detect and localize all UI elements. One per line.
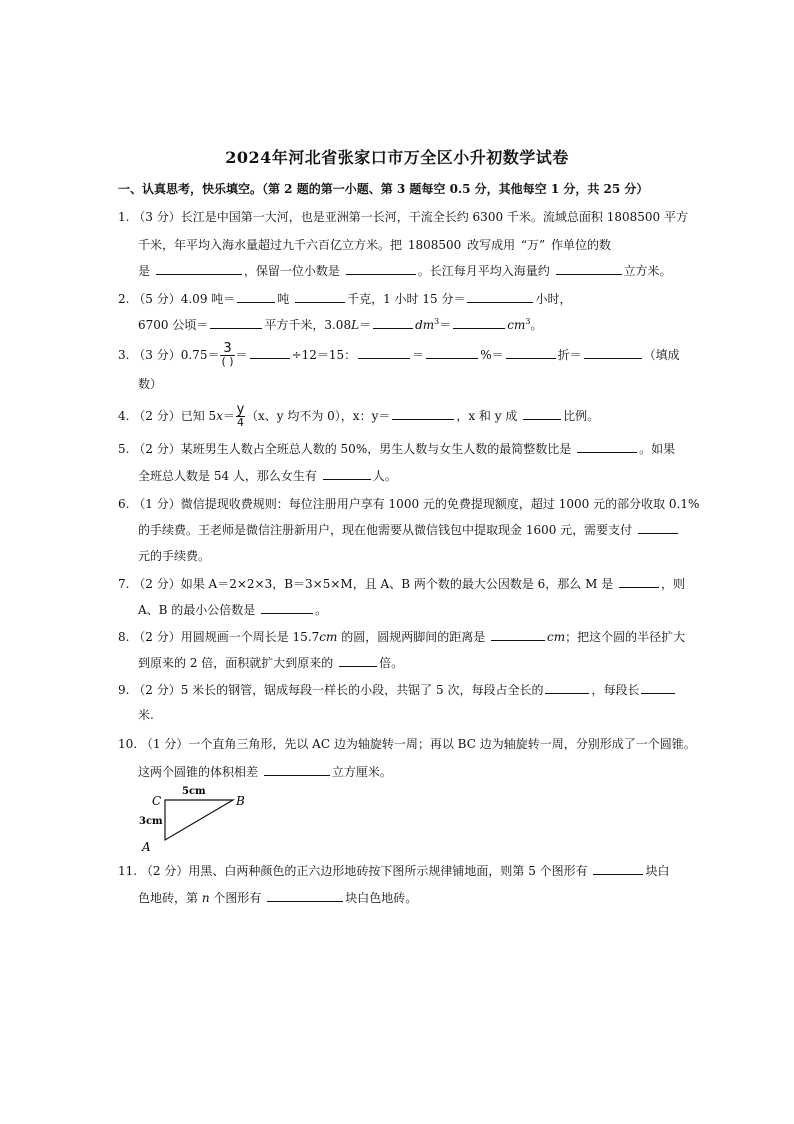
question-text: ＝ [439, 318, 452, 332]
question-text: 折＝ [557, 348, 582, 362]
question-8-line-2 [138, 654, 403, 671]
unit-text: dm [415, 318, 435, 332]
answer-blank[interactable] [339, 654, 377, 667]
unit-text: cm [319, 630, 338, 644]
question-text: 个图形有 [213, 891, 262, 905]
question-text: 平方千米，3.08 [264, 318, 352, 332]
question-6-line-1 [118, 495, 699, 512]
answer-blank[interactable] [506, 346, 556, 359]
question-text: ，每段长 [591, 683, 640, 697]
unit-text: cm [507, 318, 526, 332]
question-text: （5 分）4.09 吨＝ [133, 292, 236, 306]
question-text: 块白色地砖。 [345, 891, 418, 905]
question-6-line-3: 元的手续费。 [138, 549, 211, 563]
answer-blank[interactable] [556, 262, 622, 275]
answer-blank[interactable] [358, 346, 410, 359]
question-8-line-1 [118, 628, 685, 645]
question-text: %＝ [480, 348, 504, 362]
question-text: （1 分）一个直角三角形，先以 AC 边为轴旋转一周；再以 BC 边为轴旋转一周，分别形成了一个圆锥。 [140, 737, 696, 751]
question-6-line-2 [138, 521, 680, 538]
fraction-numerator: 3 [223, 341, 232, 356]
vertex-label-a: A [142, 840, 151, 854]
page-title: 2024年河北省张家口市万全区小升初数学试卷 [225, 148, 569, 167]
question-number: 8. [118, 630, 130, 644]
question-9-line-2: 米. [138, 708, 154, 722]
answer-blank[interactable] [267, 889, 343, 902]
question-9-line-1 [118, 681, 677, 698]
answer-blank[interactable] [264, 763, 330, 776]
question-text: ，x 和 y 成 [456, 409, 518, 423]
question-text: ÷12＝15： [291, 348, 357, 362]
question-number: 10. [118, 737, 138, 751]
question-text: ，保留一位小数是 [243, 264, 340, 278]
question-text: ；把这个圆的半径扩大 [565, 630, 686, 644]
question-7-line-1 [118, 575, 685, 592]
question-text: ＝ [235, 348, 248, 362]
question-number: 4. [118, 409, 130, 423]
question-2-line-1 [118, 290, 571, 307]
fraction [220, 343, 234, 368]
answer-blank[interactable] [210, 316, 262, 329]
question-text: 的圆，圆规两脚间的距离是 [337, 630, 486, 644]
fraction-numerator: y [236, 402, 245, 417]
question-text: （1 分）微信提现收费规则：每位注册用户享有 1000 元的免费提现额度，超过 1000 元的部分收取 0.1% [133, 497, 700, 511]
answer-blank[interactable] [523, 407, 561, 420]
question-5-line-2 [138, 467, 397, 484]
question-text: ，则 [661, 577, 686, 591]
question-text: A、B 的最小公倍数是 [138, 603, 256, 617]
answer-blank[interactable] [584, 346, 642, 359]
answer-blank[interactable] [250, 346, 290, 359]
question-text: （2 分）用黑、白两种颜色的正六边形地砖按下图所示规律铺地面，则第 5 个图形有 [140, 864, 588, 878]
question-number: 3. [118, 348, 130, 362]
question-number: 1. [118, 210, 130, 224]
answer-blank[interactable] [453, 316, 505, 329]
question-text: ＝ [222, 409, 235, 423]
question-text: 比例。 [563, 409, 600, 423]
question-text: 倍。 [379, 656, 404, 670]
question-text: （2 分）5 米长的钢管，锯成每段一样长的小段，共锯了 5 次，每段占全长的 [133, 683, 544, 697]
answer-blank[interactable] [619, 575, 659, 588]
answer-blank[interactable] [638, 521, 678, 534]
question-10-line-2 [138, 763, 392, 780]
question-number: 2. [118, 292, 130, 306]
question-text: 到原来的 2 倍，面积就扩大到原来的 [138, 656, 334, 670]
answer-blank[interactable] [295, 290, 345, 303]
variable-text: n [201, 891, 210, 905]
question-5-line-1 [118, 440, 675, 457]
question-text: 6700 公顷＝ [138, 318, 209, 332]
side-length-label: 3cm [139, 816, 163, 827]
question-text: 色地砖，第 [138, 891, 199, 905]
question-text: 是 [138, 264, 151, 278]
question-text: ＝ [359, 318, 372, 332]
question-11-line-2 [138, 889, 417, 906]
question-3-line-1 [118, 343, 680, 368]
answer-blank[interactable] [237, 290, 275, 303]
unit-exponent: 3 [525, 317, 531, 326]
question-text: 立方厘米。 [331, 765, 392, 779]
question-1-line-1 [118, 208, 688, 225]
fraction [236, 404, 245, 429]
question-number: 6. [118, 497, 130, 511]
question-text: 全班总人数是 54 人，那么女生有 [138, 469, 317, 483]
unit-text: L [351, 318, 360, 332]
variable-text: x [216, 409, 223, 423]
vertex-label-b: B [236, 794, 245, 808]
question-2-line-2 [138, 316, 542, 333]
side-length-label: 5cm [182, 786, 206, 797]
question-text: （填成 [643, 348, 680, 362]
question-text: 。 [530, 318, 543, 332]
answer-blank[interactable] [545, 681, 589, 694]
question-3-line-2: 数） [138, 377, 163, 391]
answer-blank[interactable] [323, 467, 371, 480]
answer-blank[interactable] [156, 262, 242, 275]
answer-blank[interactable] [491, 628, 545, 641]
question-11-line-1 [118, 862, 669, 879]
question-10-line-1 [118, 735, 696, 752]
question-text: 小时， [535, 292, 572, 306]
answer-blank[interactable] [577, 440, 637, 453]
answer-blank[interactable] [641, 681, 675, 694]
question-text: 立方米。 [623, 264, 672, 278]
answer-blank[interactable] [261, 601, 313, 614]
question-text: 。 [315, 603, 328, 617]
triangle-shape [165, 800, 233, 840]
question-text: （3 分）0.75＝ [133, 348, 220, 362]
question-text: 。长江每月平均入海量约 [417, 264, 550, 278]
right-triangle-figure [134, 782, 260, 854]
question-text: 人。 [372, 469, 397, 483]
question-text: （x、y 均不为 0），x：y＝ [245, 409, 391, 423]
answer-blank[interactable] [467, 290, 533, 303]
answer-blank[interactable] [346, 262, 416, 275]
question-text: （2 分）某班男生人数占全班总人数的 50%，男生人数与女生人数的最简整数比是 [133, 442, 572, 456]
vertex-label-c: C [152, 794, 162, 808]
question-1-line-2: 千米，年平均入海水量超过九千六百亿立方米。把 1808500 改写成用 “万” 作单位的数 [138, 238, 611, 252]
question-number: 7. [118, 577, 130, 591]
question-7-line-2 [138, 601, 327, 618]
unit-text: cm [547, 630, 566, 644]
question-text: （3 分）长江是中国第一大河，也是亚洲第一长河，干流全长约 6300 千米。流域总面积 1808500 平方 [133, 210, 688, 224]
answer-blank[interactable] [373, 316, 413, 329]
question-text: 千克，1 小时 15 分＝ [347, 292, 466, 306]
question-text: 吨 [277, 292, 290, 306]
section-heading: 一、认真思考，快乐填空。（第 2 题的第一小题、第 3 题每空 0.5 分，其他每空 1 分，共 25 分） [118, 182, 649, 196]
question-text: （2 分）用圆规画一个周长是 15.7 [133, 630, 320, 644]
question-text: ＝ [412, 348, 425, 362]
question-4-line-1 [118, 404, 599, 429]
unit-exponent: 3 [434, 317, 440, 326]
question-text: 块白 [645, 864, 670, 878]
question-text: 。如果 [639, 442, 676, 456]
question-text: 的手续费。王老师是微信注册新用户，现在他需要从微信钱包中提取现金 1600 元，需要支付 [138, 523, 633, 537]
fraction-denominator: 4 [236, 416, 244, 429]
question-number: 5. [118, 442, 130, 456]
question-text: （2 分）如果 A＝2×2×3，B＝3×5×M，且 A、B 两个数的最大公因数是 6，那么 M 是 [133, 577, 614, 591]
answer-blank[interactable] [392, 407, 454, 420]
answer-blank[interactable] [593, 862, 643, 875]
question-text: （2 分）已知 5 [133, 409, 217, 423]
fraction-denominator: ( ) [221, 355, 234, 368]
question-1-line-3 [138, 262, 672, 279]
question-text: 这两个圆锥的体积相差 [138, 765, 259, 779]
question-number: 9. [118, 683, 130, 697]
answer-blank[interactable] [426, 346, 478, 359]
question-number: 11. [118, 864, 138, 878]
